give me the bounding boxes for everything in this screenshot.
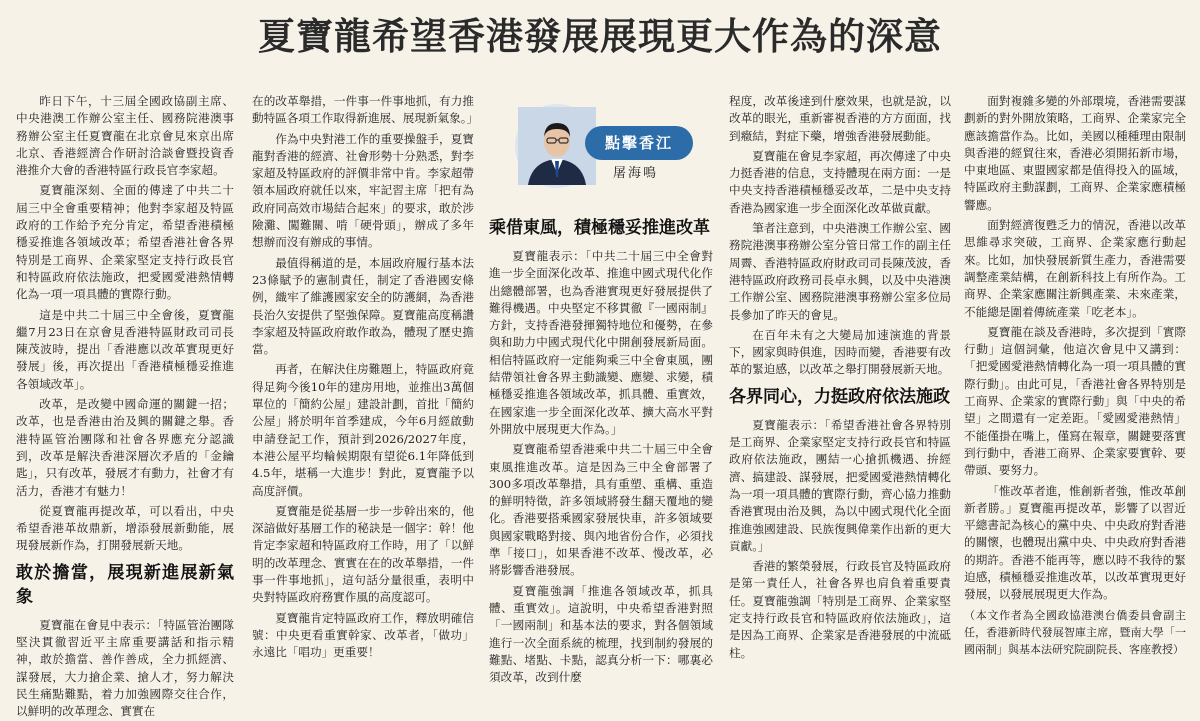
paragraph: 在的改革舉措，一件事一件事地抓，有力推動特區各項工作取得新進展、展現新氣象。」 — [252, 94, 479, 126]
section-heading: 乘借東風，積極穩妥推進改革 — [489, 218, 710, 238]
paragraph: 再者，在解決住房難題上，特區政府竟得足夠今後10年的建房用地，並推出3萬個單位的「簡約公屋」建設計劃，首批「簡約公屋」將於明年首季建成，今年6月經啟動申請登記工作，預計到2026/2027年度，本港公屋平均輪候期限有望從6.1年降低到4.5年，堪稱一大進步！對此，夏寶龍予以高度評價。 — [252, 362, 474, 498]
section-heading: 各界同心，力挺政府依法施政 — [729, 386, 950, 407]
paragraph: 面對複雜多變的外部環境，香港需要謀劃新的對外開放策略，工商界、企業家完全應該擔當作為。比如，美國以種種理由限制與香港的經貿往來，香港必須開拓新市場，中東地區、東盟國家都是值得投入的區域，特區政府主動謀劃，工商界、企業家應積極響應。 — [964, 94, 1186, 212]
paragraph: 昨日下午，十三屆全國政協副主席、中央港澳工作辦公室主任、國務院港澳事務辦公室主任夏寶龍在北京會見來京出席北京、香港經濟合作研討洽談會暨投資香港推介大會的香港特區行政長官李家超。 — [16, 94, 234, 178]
paragraph: 作為中央對港工作的重要操盤手，夏寶龍對香港的經濟、社會形勢十分熟悉，對李家超及特區政府的評價非常中肯。李家超帶領本屆政府就任以來，牢記習主席「把有為政府同高效市場結合起來」的要求，敢於涉險灘、闖難關、啃「硬骨頭」，辦成了多年想辦而沒有辦成的事情。 — [252, 131, 474, 250]
paragraph: 在百年未有之大變局加速演進的背景下，國家與時俱進，因時而變，香港要有改革的緊迫感，以改革之舉打開發展新天地。 — [729, 327, 951, 377]
paragraph: 從夏寶龍再提改革，可以看出，中央希望香港革故鼎新，增添發展新動能，展現發展新作為，打開發展新天地。 — [16, 503, 234, 553]
paragraph: 夏寶龍是從基層一步一步幹出來的，他深諳做好基層工作的秘訣是一個字：幹！他肯定李家超和特區政府工作時，用了「以鮮明的改革理念、實實在在的改革舉措，一件事一件事地抓」，這句話分量很重，表明中央對特區政府務實作風的高度認可。 — [252, 503, 474, 605]
author-box — [505, 98, 705, 190]
paragraph: 夏寶龍強調「推進各領域改革，抓具體、重實效」。這說明，中央希望香港對照「一國兩制」和基本法的要求，對各個領域進行一次全面系統的梳理，找到制約發展的難點、堵點、卡點，認真分析一下：哪裏必須改革，改到什麼 — [489, 583, 713, 685]
column-tag: 點擊香江 — [585, 126, 693, 160]
paragraph: 程度，改革後達到什麼效果，也就是說，以改革的眼光，重新審視香港的方方面面，找到癥結，對症下藥，增強香港發展動能。 — [729, 94, 951, 143]
author-name: 屠海鳴 — [613, 166, 659, 181]
article-column-3 — [489, 210, 713, 697]
paragraph: 改革，是改變中國命運的關鍵一招；改革，也是香港由治及興的關鍵之舉。香港特區管治團隊和社會各界應充分認識到，改革是解決香港深層次矛盾的「金鑰匙」，只有改革，發展才有動力，社會才有活力，香港才有魅力！ — [16, 397, 234, 498]
paragraph: 這是中共二十屆三中全會後，夏寶龍繼7月23日在京會見香港特區財政司司長陳茂波時，提出「香港應以改革實現更好發展」後，再次提出「香港積極穩妥推進各領域改革」。 — [16, 307, 234, 391]
paragraph: 「惟改革者進，惟創新者強，惟改革創新者勝。」夏寶龍再提改革，影響了以習近平總書記為核心的黨中央、中央政府對香港的關懷，也體現出黨中央、中央政府對香港的期許。香港不能再等，應以時不我待的緊迫感，積極穩妥推進改革，以改革實現更好發展，以發展展現更大作為。 — [964, 483, 1186, 602]
paragraph: 夏寶龍在會見中表示：「特區管治團隊堅決貫徹習近平主席重要講話和指示精神，敢於擔當、善作善成，全力抓經濟、謀發展，大力搶企業、搶人才，努力解決民生痛點難點，着力加強國際交往合作，以鮮明的改革理念、實實在 — [16, 617, 234, 719]
article-column-5 — [964, 93, 1186, 693]
paragraph: 夏寶龍深刻、全面的傳達了中共二十屆三中全會重要精神；他對李家超及特區政府的工作給予充分肯定，希望香港積極穩妥推進各領域改革；希望香港社會各界特別是工商界、企業家堅定支持行政長官和特區政府依法施政，把愛國愛港熱情轉化為一項一項具體的實際行動。 — [16, 183, 234, 302]
paragraph: 夏寶龍表示：「中共二十屆三中全會對進一步全面深化改革、推進中國式現代化作出總體部署，也為香港實現更好發展提供了難得機遇。中央堅定不移貫徹『一國兩制』方針，支持香港發揮獨特地位和優勢，在參與和助力中國式現代化中開創發展新局面。相信特區政府一定能夠乘三中全會東風，團結帶領社會各界主動識變、應變、求變，積極穩妥推進各領域改革，抓具體、重實效，在國家進一步全面深化改革、擴大高水平對外開放中展現更大作為。」 — [489, 249, 713, 436]
section-heading: 敢於擔當，展現新進展新氣象 — [16, 562, 234, 607]
paragraph: 夏寶龍在會見李家超，再次傳達了中央力挺香港的信息，支持體現在兩方面：一是中央支持香港積極穩妥改革，二是中央支持香港為國家進一步全面深化改革做貢獻。 — [729, 148, 951, 215]
paragraph: 夏寶龍表示：「希望香港社會各界特別是工商界、企業家堅定支持行政長官和特區政府依法施政，團結一心搶抓機遇、拚經濟、搞建設、謀發展，把愛國愛港熱情轉化為一項一項具體的實際行動，齊心協力推動香港實現由治及興，為以中國式現代化全面推進強國建設、民族復興偉業作出新的更大貢獻。」 — [729, 417, 951, 553]
article-column-2 — [252, 93, 479, 693]
paragraph: 最值得稱道的是，本屆政府履行基本法23條賦予的憲制責任，制定了香港國安條例，織牢了維護國家安全的防護網，為香港長治久安提供了堅強保障。夏寶龍高度稱讚李家超及特區政府敢作敢為，體現了歷史擔當。 — [252, 255, 474, 357]
paragraph: 香港的繁榮發展，行政長官及特區政府是第一責任人，社會各界也肩負着重要責任。夏寶龍強調「特別是工商界、企業家堅定支持行政長官和特區政府依法施政」，這是因為工商界、企業家是香港發展的中流砥柱。 — [729, 559, 951, 660]
paragraph: 面對經濟復甦乏力的情況，香港以改革思維尋求突破，工商界、企業家應行動起來。比如，加快發展新質生產力，香港需要調整產業結構，在創新科技上有所作為。工商界、企業家應關注新興產業、未來產業，不能總是圍着傳統產業「吃老本」。 — [964, 218, 1186, 319]
author-note: （本文作者為全國政協港澳台僑委員會副主任，香港新時代發展智庫主席，暨南大學「一國兩制」與基本法研究院副院長、客座教授） — [964, 608, 1186, 657]
paragraph: 夏寶龍在談及香港時，多次提到「實際行動」這個詞彙，他這次會見中又講到：「把愛國愛港熱情轉化為一項一項具體的實際行動」。由此可見，「香港社會各界特別是工商界、企業家的實際行動」與「中央的希望」之間還有一定差距。「愛國愛港熱情」不能僅掛在嘴上，僅寫在報章，關鍵要落實到行動中，香港工商界、企業家要實幹、要帶頭、要努力。 — [964, 324, 1186, 478]
paragraph: 夏寶龍希望香港乘中共二十屆三中全會東風推進改革。這是因為三中全會部署了300多項改革舉措，具有重塑、重構、重造的鮮明特徵，許多領域將發生翻天覆地的變化。香港要搭乘國家發展快車，許多領域要與國家戰略對接、與內地省份合作，必須找準「接口」，如果香港不改革、慢改革，必將影響香港發展。 — [489, 442, 713, 578]
article-column-1 — [16, 93, 234, 719]
article-column-4 — [729, 93, 951, 693]
paragraph: 夏寶龍肯定特區政府工作，釋放明確信號：中央更看重實幹家、改革者，「做功」永遠比「唱功」更重要！ — [252, 610, 474, 660]
paragraph: 筆者注意到，中央港澳工作辦公室、國務院港澳事務辦公室分管日常工作的副主任周霽、香港特區政府財政司司長陳茂波，香港特區政府政務司長卓永興，以及中央港澳工作辦公室、國務院港澳事務辦公室多位局長參加了昨天的會見。 — [729, 221, 951, 322]
headline: 夏寶龍希望香港發展展現更大作為的深意 — [258, 15, 942, 58]
